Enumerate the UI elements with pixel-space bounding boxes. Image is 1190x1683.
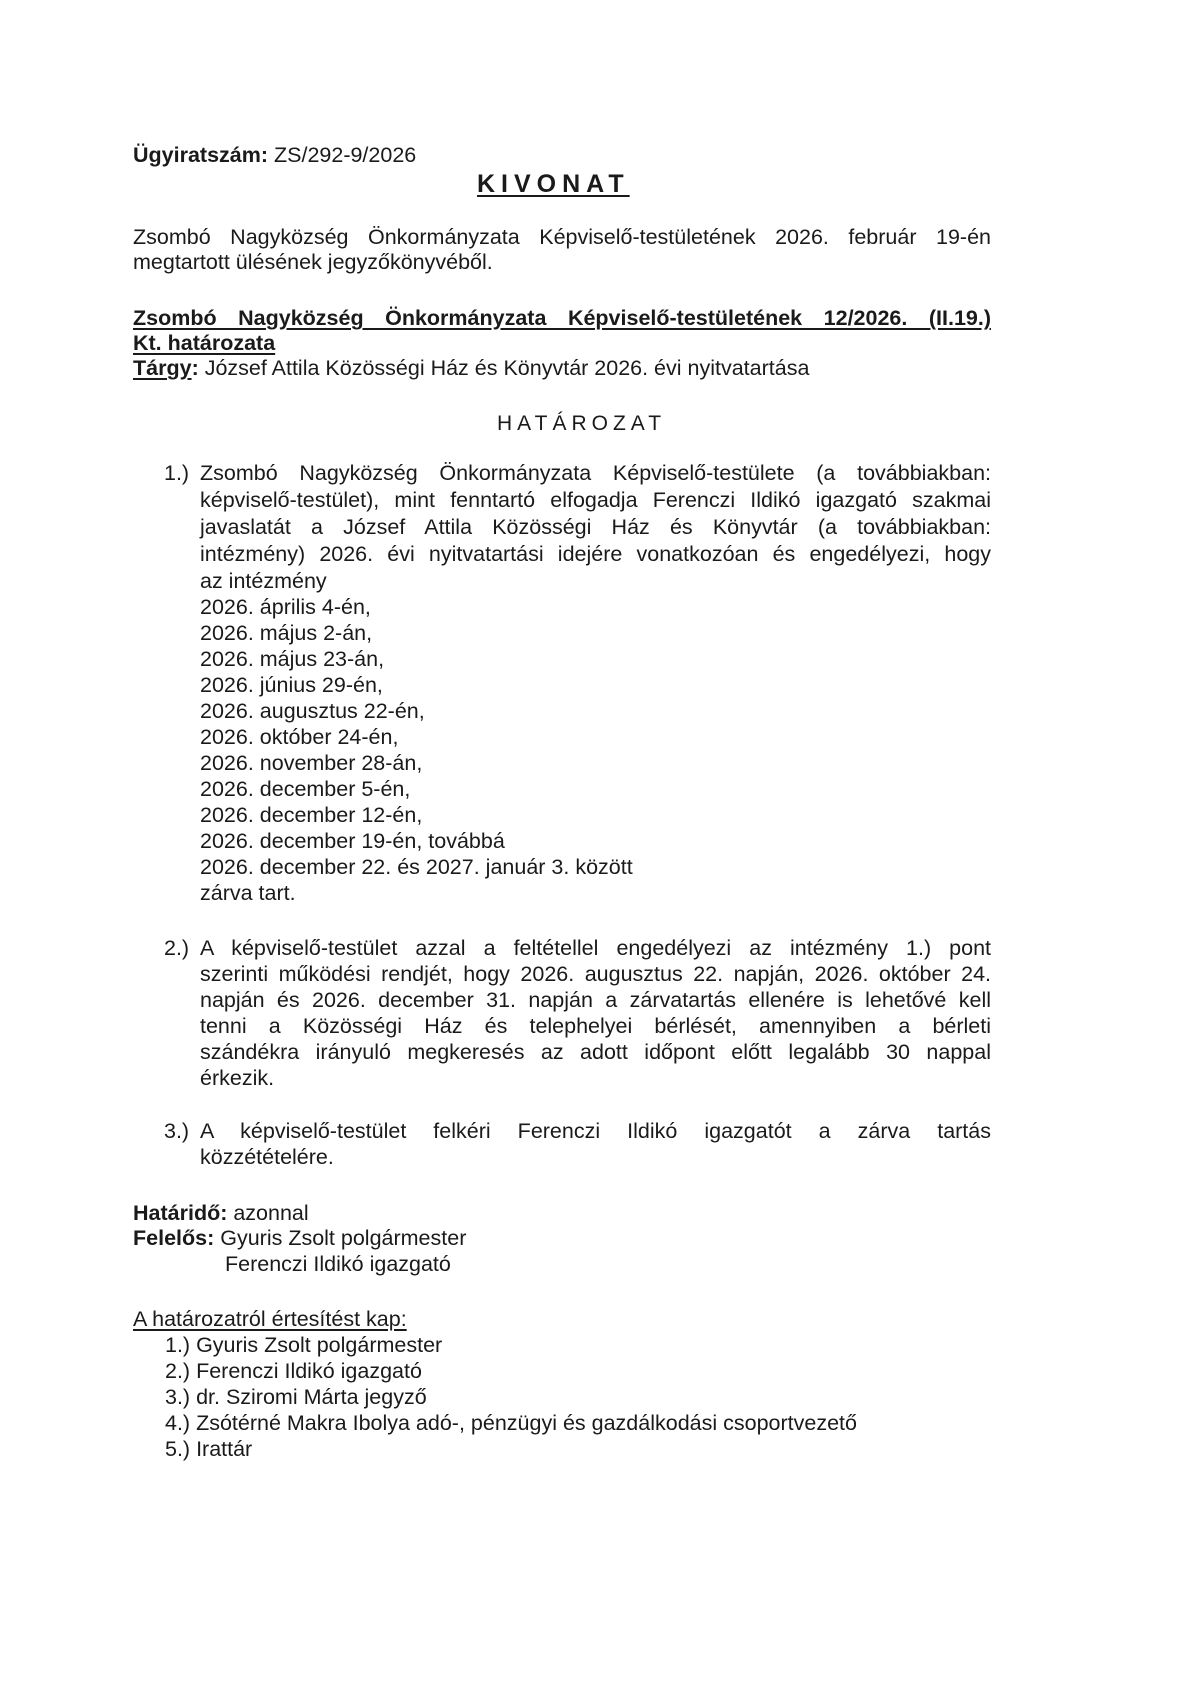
closing-date: 2026. december 5-én, <box>200 777 411 801</box>
point-2-line: szándékra irányuló megkeresés az adott időpont előtt legalább 30 nappal <box>200 1040 991 1064</box>
document-title: KIVONAT <box>477 170 630 198</box>
notify-heading: A határozatról értesítést kap: <box>133 1307 407 1331</box>
subject-line <box>133 355 809 382</box>
intro-line-2: megtartott ülésének jegyzőkönyvéből. <box>133 250 493 274</box>
point-1-line: javaslatát a József Attila Közösségi Ház és Könyvtár (a továbbiakban: <box>200 515 991 539</box>
point-3-line: A képviselő-testület felkéri Ferenczi Ildikó igazgatót a zárva tartás <box>200 1119 991 1143</box>
notify-item: 5.) Irattár <box>165 1437 253 1461</box>
closing-date: 2026. október 24-én, <box>200 725 399 749</box>
point-1-line: az intézmény <box>200 569 327 593</box>
closing-date: 2026. június 29-én, <box>200 673 383 697</box>
point-1-line: képviselő-testület), mint fenntartó elfogadja Ferenczi Ildikó igazgató szakmai <box>200 488 991 512</box>
point-2-line: tenni a Közösségi Ház és telephelyei bérlését, amennyiben a bérleti <box>200 1014 991 1038</box>
closing-date: 2026. április 4-én, <box>200 595 371 619</box>
point-2-line: szerinti működési rendjét, hogy 2026. augusztus 22. napján, 2026. október 24. <box>200 962 991 986</box>
deadline-line <box>133 1200 309 1227</box>
subject-text: József Attila Közösségi Ház és Könyvtár 2026. évi nyitvatartása <box>198 356 810 380</box>
point-2-line: érkezik. <box>200 1066 275 1090</box>
resolution-title-line-1: Zsombó Nagyközség Önkormányzata Képviselő-testületének 12/2026. (II.19.) <box>133 306 991 330</box>
responsible-line <box>133 1225 466 1252</box>
case-number-label: Ügyiratszám: <box>133 143 269 167</box>
point-1-line: Zsombó Nagyközség Önkormányzata Képviselő-testülete (a továbbiakban: <box>200 461 991 485</box>
closing-date: 2026. május 23-án, <box>200 647 385 671</box>
resolution-heading: HATÁROZAT <box>497 412 667 435</box>
notify-item: 3.) dr. Sziromi Márta jegyző <box>165 1385 427 1409</box>
point-3-line: közzétételére. <box>200 1145 334 1169</box>
point-3-number: 3.) <box>164 1119 190 1143</box>
closing-date: 2026. november 28-án, <box>200 751 423 775</box>
closing-date: 2026. december 19-én, továbbá <box>200 829 505 853</box>
closing-date: 2026. augusztus 22-én, <box>200 699 425 723</box>
deadline-value: azonnal <box>227 1201 309 1225</box>
subject-colon: : <box>191 356 199 380</box>
responsible-2: Ferenczi Ildikó igazgató <box>225 1252 451 1276</box>
case-number-value: ZS/292-9/2026 <box>274 143 417 167</box>
point-2-number: 2.) <box>164 936 190 960</box>
subject-label: Tárgy <box>133 356 192 380</box>
point-1-closing: zárva tart. <box>200 881 296 905</box>
point-1-line: intézmény) 2026. évi nyitvatartási idejére vonatkozóan és engedélyezi, hogy <box>200 542 991 566</box>
notify-item: 2.) Ferenczi Ildikó igazgató <box>165 1359 422 1383</box>
resolution-title-line-2: Kt. határozata <box>133 331 276 355</box>
closing-date: 2026. december 22. és 2027. január 3. között <box>200 855 633 879</box>
responsible-label: Felelős: <box>133 1226 215 1250</box>
point-2-line: napján és 2026. december 31. napján a zárvatartás ellenére is lehetővé kell <box>200 988 991 1012</box>
closing-date: 2026. december 12-én, <box>200 803 423 827</box>
responsible-1: Gyuris Zsolt polgármester <box>214 1226 467 1250</box>
deadline-label: Határidő: <box>133 1201 228 1225</box>
case-number-line <box>133 143 416 168</box>
point-2-line: A képviselő-testület azzal a feltétellel engedélyezi az intézmény 1.) pont <box>200 936 991 960</box>
notify-item: 4.) Zsótérné Makra Ibolya adó-, pénzügyi és gazdálkodási csoportvezető <box>165 1411 857 1435</box>
closing-date: 2026. május 2-án, <box>200 621 373 645</box>
point-1-number: 1.) <box>164 461 190 485</box>
intro-line-1: Zsombó Nagyközség Önkormányzata Képviselő-testületének 2026. február 19-én <box>133 225 991 249</box>
notify-item: 1.) Gyuris Zsolt polgármester <box>165 1333 443 1357</box>
